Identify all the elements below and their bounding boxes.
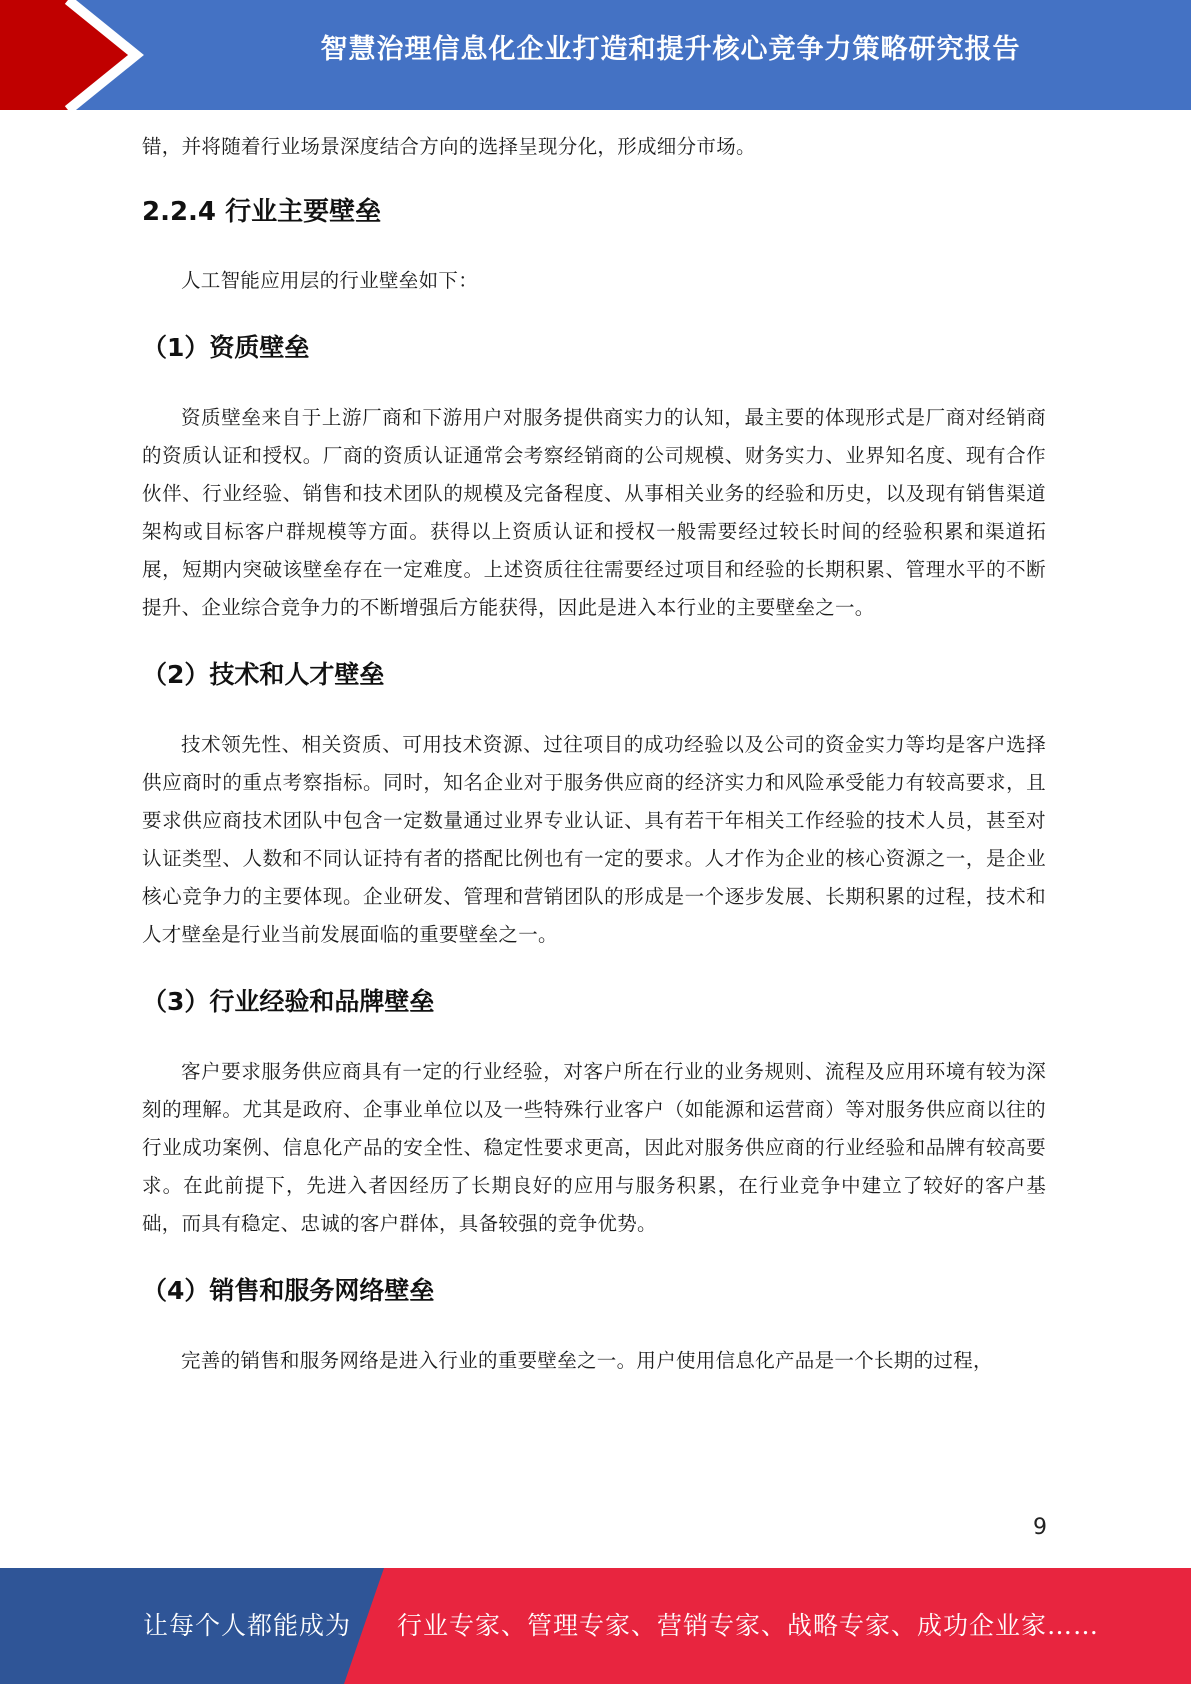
report-title: 智慧治理信息化企业打造和提升核心竞争力策略研究报告	[320, 34, 1021, 65]
footer-slogan-left: 让每个人都能成为	[143, 1611, 352, 1640]
intro-continuation-paragraph: 错，并将随着行业场景深度结合方向的选择呈现分化，形成细分市场。	[142, 135, 756, 158]
subsection-heading-3: （3）行业经验和品牌壁垒	[142, 987, 435, 1016]
subsection-paragraph-3: 客户要求服务供应商具有一定的行业经验，对客户所在行业的业务规则、流程及应用环境有较为深刻的理解。尤其是政府、企事业单位以及一些特殊行业客户（如能源和运营商）等对服务供应商以往的行业成功案例、信息化产品的安全性、稳定性要求更高，因此对服务供应商的行业经验和品牌有较高要求。在此前提下，先进入者因经历了长期良好的应用与服务积累，在行业竞争中建立了较好的客户基础，而具有稳定、忠诚的客户群体，具备较强的竞争优势。	[142, 1060, 1046, 1235]
section-intro-paragraph: 人工智能应用层的行业壁垒如下：	[181, 269, 479, 292]
subsection-paragraph-4: 完善的销售和服务网络是进入行业的重要壁垒之一。用户使用信息化产品是一个长期的过程，	[181, 1349, 993, 1372]
footer-banner	[0, 1568, 1191, 1684]
subsection-heading-1: （1）资质壁垒	[142, 333, 310, 362]
red-chevron-icon	[0, 0, 160, 110]
footer-slogan-right: 行业专家、管理专家、营销专家、战略专家、成功企业家……	[397, 1611, 1100, 1640]
subsection-heading-2: （2）技术和人才壁垒	[142, 660, 385, 689]
subsection-paragraph-1: 资质壁垒来自于上游厂商和下游用户对服务提供商实力的认知，最主要的体现形式是厂商对经销商的资质认证和授权。厂商的资质认证通常会考察经销商的公司规模、财务实力、业界知名度、现有合作伙伴、行业经验、销售和技术团队的规模及完备程度、从事相关业务的经验和历史，以及现有销售渠道架构或目标客户群规模等方面。获得以上资质认证和授权一般需要经过较长时间的经验积累和渠道拓展，短期内突破该壁垒存在一定难度。上述资质往往需要经过项目和经验的长期积累、管理水平的不断提升、企业综合竞争力的不断增强后方能获得，因此是进入本行业的主要壁垒之一。	[142, 406, 1046, 619]
subsection-paragraph-2: 技术领先性、相关资质、可用技术资源、过往项目的成功经验以及公司的资金实力等均是客户选择供应商时的重点考察指标。同时，知名企业对于服务供应商的经济实力和风险承受能力有较高要求，且要求供应商技术团队中包含一定数量通过业界专业认证、具有若干年相关工作经验的技术人员，甚至对认证类型、人数和不同认证持有者的搭配比例也有一定的要求。人才作为企业的核心资源之一，是企业核心竞争力的主要体现。企业研发、管理和营销团队的形成是一个逐步发展、长期积累的过程，技术和人才壁垒是行业当前发展面临的重要壁垒之一。	[142, 733, 1046, 946]
section-heading: 2.2.4 行业主要壁垒	[142, 197, 382, 227]
document-body	[142, 128, 1046, 1380]
page-number: 9	[1033, 1515, 1047, 1540]
subsection-heading-4: （4）销售和服务网络壁垒	[142, 1276, 435, 1305]
header-banner	[0, 0, 1191, 110]
